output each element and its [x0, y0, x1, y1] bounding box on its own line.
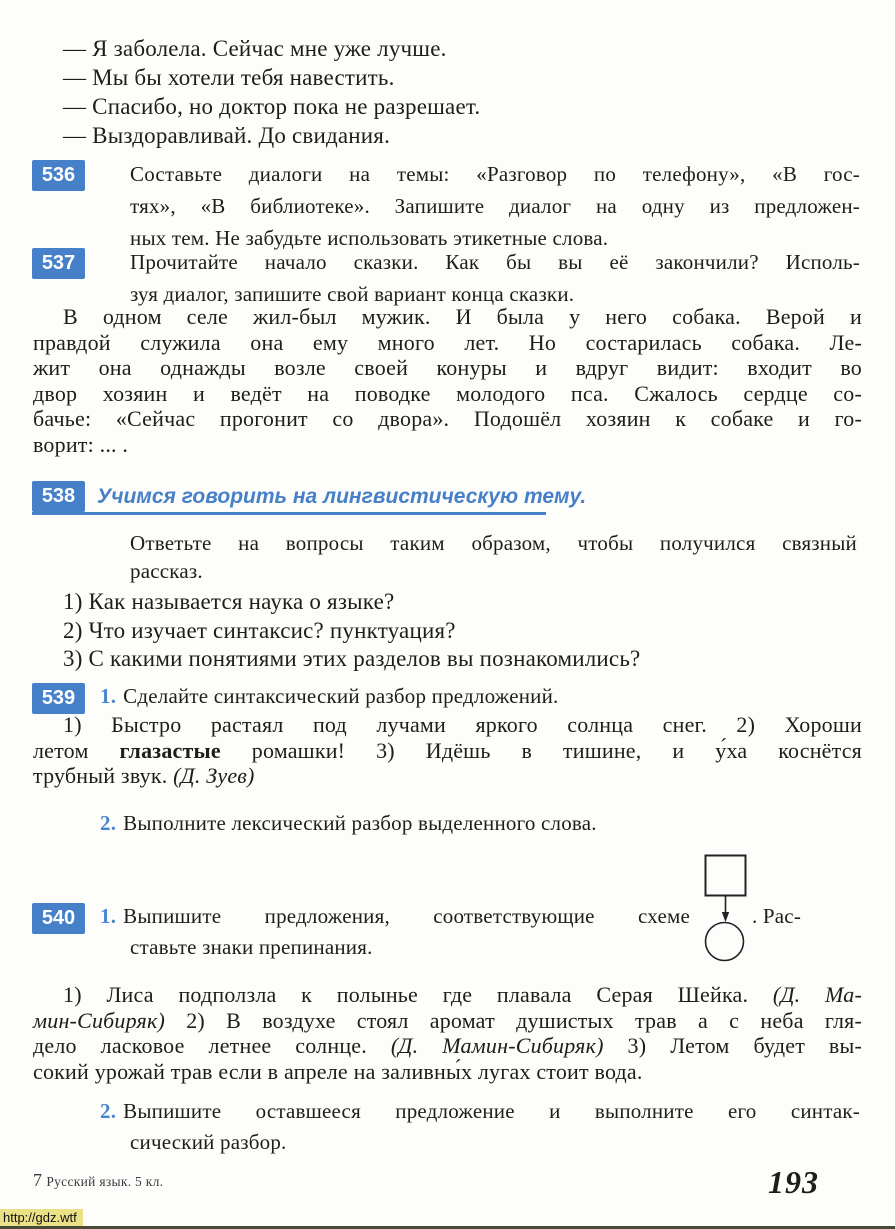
dialog-line: — Мы бы хотели тебя навестить. — [63, 65, 395, 90]
task-text: Выпишите оставшееся предложение и выполните его синтак- — [123, 1099, 860, 1123]
signature-text: Русский язык. 5 кл. — [46, 1174, 164, 1189]
scheme-arrow-head-icon — [722, 912, 729, 922]
text-line — [100, 1096, 860, 1127]
text-line: рассказ. — [130, 559, 203, 583]
exercise-540-task1-line1 — [100, 901, 690, 932]
highlighted-word: глазастые — [119, 737, 221, 763]
text-line: сокий урожай трав если в апреле на заливны́х лугах стоит вода. — [33, 1058, 643, 1084]
exercise-537-number-badge: 537 — [32, 248, 85, 279]
text-line: сический разбор. — [130, 1130, 287, 1154]
signature-number: 7 — [33, 1170, 43, 1190]
exercise-538-title: Учимся говорить на лингвистическую тему. — [97, 485, 587, 508]
text-run: трубный звук. — [33, 763, 168, 788]
story-paragraph — [33, 304, 862, 457]
exercise-537-instruction — [130, 246, 860, 310]
page-number: 193 — [768, 1164, 819, 1200]
task-number: 2. — [100, 811, 117, 835]
author-credit: мин-Сибиряк) — [33, 1007, 165, 1033]
exercise-540-task1-line2: ставьте знаки препинания. — [130, 935, 373, 959]
question-line: 1) Как называется наука о языке? — [63, 589, 395, 614]
dialog-line: — Спасибо, но доктор пока не разрешает. — [63, 94, 481, 119]
task-number: 1. — [100, 684, 117, 708]
text-line: Ответьте на вопросы таким образом, чтобы получился связный — [130, 531, 857, 555]
text-line: 1) Быстро растаял под лучами яркого солнца снег. 2) Хороши — [63, 712, 862, 737]
scheme-square-shape — [706, 856, 746, 896]
task-number: 2. — [100, 1099, 117, 1123]
question-line: 2) Что изучает синтаксис? пунктуация? — [63, 617, 456, 643]
text-line — [33, 738, 862, 764]
exercise-539-task2 — [100, 808, 860, 839]
exercise-538-number-badge: 538 — [32, 481, 85, 512]
text-line: ных тем. Не забудьте использовать этикетные слова. — [130, 226, 609, 250]
author-credit: (Д. Зуев) — [173, 763, 255, 788]
text-line: В одном селе жил-был мужик. И была у него собака. Верой и — [63, 304, 862, 329]
sentence-scheme-diagram — [700, 853, 750, 963]
text-line: жит она однажды возле своей конуры и вдруг видит: входит во — [33, 355, 862, 380]
exercise-536-instruction — [130, 158, 860, 254]
text-line: бачье: «Сейчас прогонит со двора». Подошёл хозяин к собаке и го- — [33, 406, 862, 431]
text-line — [33, 1033, 862, 1059]
watermark-url: http://gdz.wtf — [0, 1209, 83, 1227]
dialog-block — [63, 34, 763, 150]
text-line — [33, 1008, 862, 1034]
text-run: 2) В воздухе стоял аромат душистых трав а с неба гля- — [186, 1007, 862, 1033]
text-line: Составьте диалоги на темы: «Разговор по телефону», «В гос- — [130, 162, 860, 186]
exercise-540-task2 — [100, 1096, 860, 1158]
exercise-540-number-badge: 540 — [32, 903, 85, 934]
text-run: дело ласковое летнее солнце. — [33, 1033, 367, 1058]
exercise-539-number-badge: 539 — [32, 683, 85, 714]
task-text: Выполните лексический разбор выделенного слова. — [123, 811, 597, 835]
task-text: Сделайте синтаксический разбор предложений. — [123, 684, 559, 708]
text-line — [33, 763, 862, 789]
text-line: тях», «В библиотеке». Запишите диалог на одну из предложен- — [130, 194, 860, 218]
exercise-538-underline — [32, 512, 546, 515]
dialog-line: — Выздоравливай. До свидания. — [63, 123, 391, 148]
text-line: Прочитайте начало сказки. Как бы вы её закончили? Исполь- — [130, 250, 860, 274]
exercise-540-sentences — [33, 982, 862, 1084]
print-signature — [33, 1170, 163, 1191]
dialog-line: — Я заболела. Сейчас мне уже лучше. — [63, 36, 447, 61]
exercise-540-task1-after-scheme: . Рас- — [752, 904, 802, 928]
text-line: ворит: ... . — [33, 431, 129, 457]
text-run: 3) Летом будет вы- — [627, 1033, 863, 1058]
watermark — [0, 1209, 83, 1227]
exercise-538-intro — [130, 529, 857, 585]
text-line — [33, 982, 862, 1008]
question-line: 3) С какими понятиями этих разделов вы познакомились? — [63, 646, 641, 671]
text-run: летом — [33, 737, 89, 763]
text-run: ромашки! 3) Идёшь в тишине, и у́ха коснётся — [251, 737, 863, 763]
text-line: двор хозяин и ведёт на поводке молодого пса. Сжалось сердце со- — [33, 380, 862, 406]
exercise-536-number-badge: 536 — [32, 160, 85, 191]
author-credit: (Д. Мамин-Сибиряк) — [390, 1033, 604, 1058]
text-run: 1) Лиса подползла к полынье где плавала Серая Шейка. — [63, 982, 749, 1007]
exercise-538-questions — [63, 588, 843, 674]
text-line: правдой служила она ему много лет. Но состарилась собака. Ле- — [33, 329, 862, 355]
text-line: зуя диалог, запишите свой вариант конца сказки. — [130, 282, 575, 306]
author-credit: (Д. Ма- — [772, 982, 862, 1007]
exercise-539-task1 — [100, 681, 800, 712]
task-number: 1. — [100, 904, 117, 928]
exercise-539-sentences — [33, 712, 862, 789]
task-text: Выпишите предложения, соответствующие схеме — [123, 904, 690, 928]
scheme-circle-shape — [706, 923, 744, 961]
